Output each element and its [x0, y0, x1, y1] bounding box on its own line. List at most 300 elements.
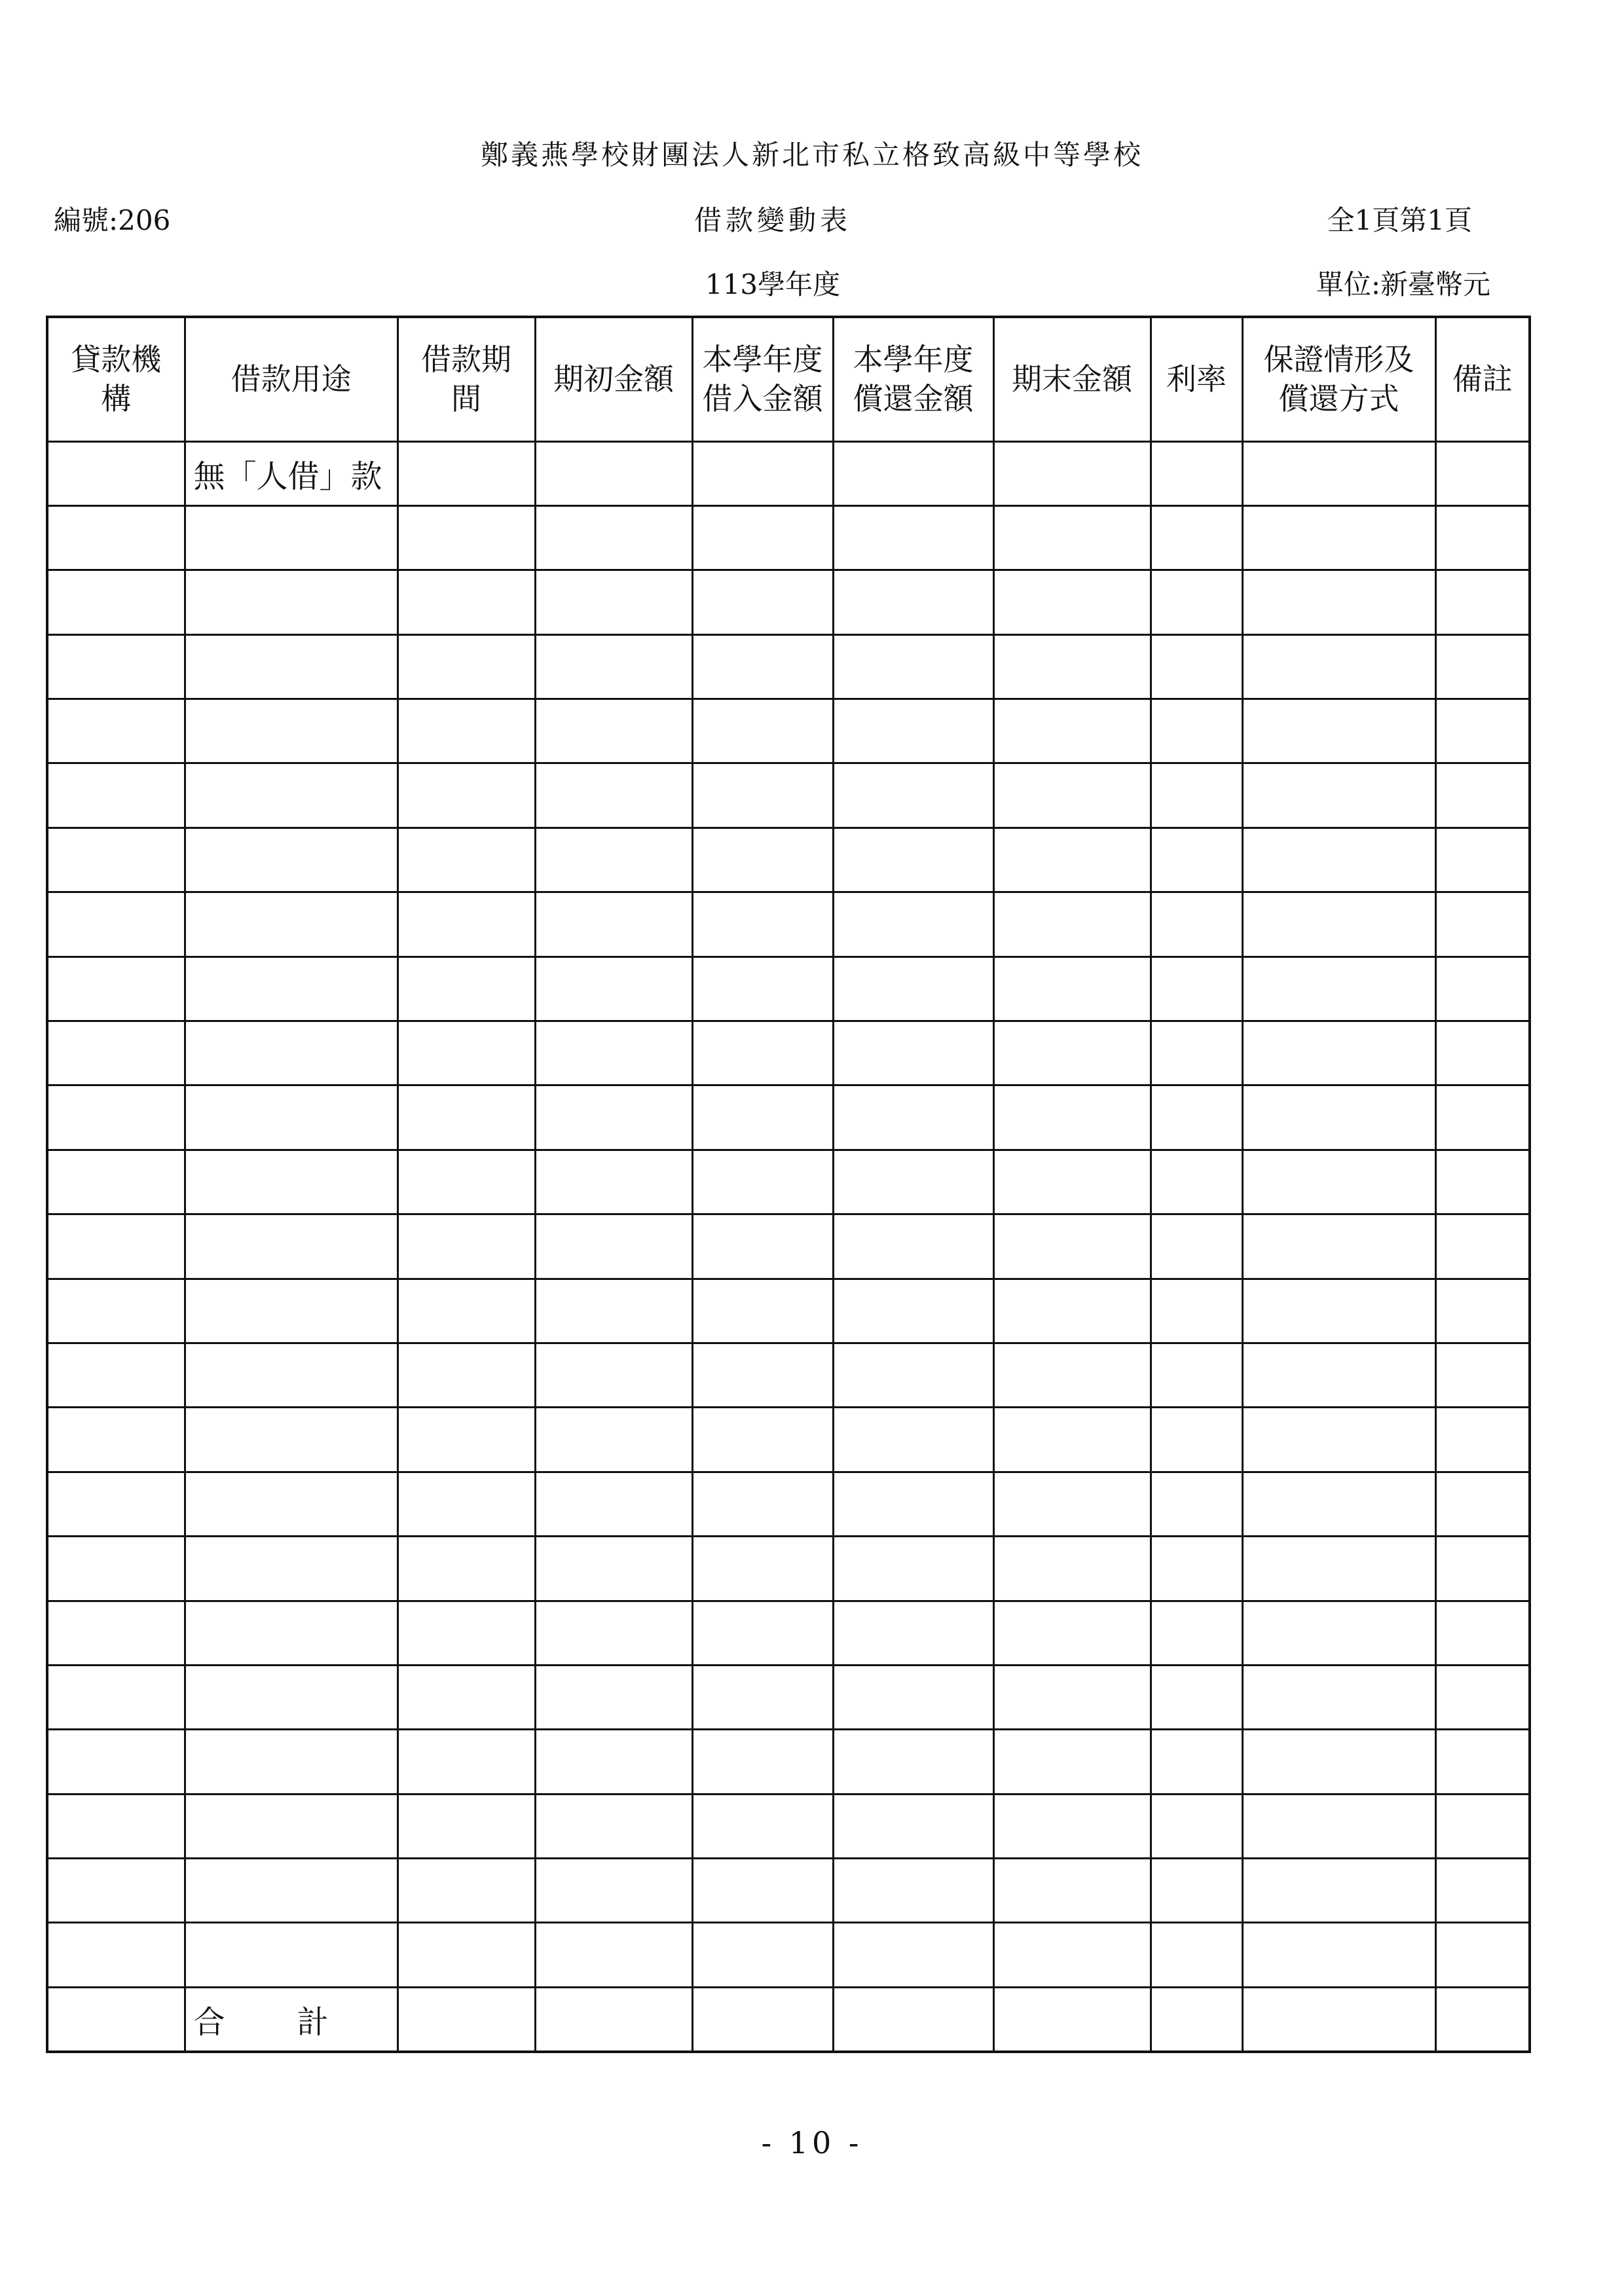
table-cell [993, 1730, 1151, 1794]
table-cell [185, 1859, 397, 1923]
table-cell [692, 1730, 833, 1794]
table-cell [47, 1987, 185, 2052]
table-row [47, 1214, 1530, 1279]
table-cell [1435, 699, 1530, 763]
column-header [1242, 317, 1435, 441]
table-cell [47, 763, 185, 828]
table-cell [397, 634, 535, 699]
table-cell [1435, 1987, 1530, 2052]
table-cell [993, 1085, 1151, 1150]
table-row [47, 1859, 1530, 1923]
table-cell [1242, 1085, 1435, 1150]
table-cell [833, 634, 993, 699]
table-row [47, 1408, 1530, 1472]
table-cell [535, 1665, 692, 1729]
table-cell [1242, 1021, 1435, 1085]
table-cell [1151, 505, 1242, 570]
form-title: 借款變動表 [693, 204, 851, 236]
table-row [47, 699, 1530, 763]
table-cell [1435, 892, 1530, 957]
table-cell [833, 1085, 993, 1150]
table-cell [397, 957, 535, 1021]
table-cell [397, 1665, 535, 1729]
table-header-row [47, 317, 1530, 441]
column-header-line: 備註 [1452, 361, 1513, 397]
table-cell [993, 1214, 1151, 1279]
column-header [993, 317, 1151, 441]
table-cell [1242, 957, 1435, 1021]
table-cell [185, 1472, 397, 1536]
table-cell [397, 1472, 535, 1536]
table-cell [397, 441, 535, 505]
table-cell [1151, 1279, 1242, 1343]
table-cell [833, 828, 993, 892]
table-cell [535, 441, 692, 505]
total-row [47, 1987, 1530, 2052]
column-header-line: 間 [451, 381, 481, 417]
column-header [185, 317, 397, 441]
table-cell [535, 828, 692, 892]
table-cell [993, 1601, 1151, 1665]
table-cell [1435, 763, 1530, 828]
table-cell [1151, 570, 1242, 634]
table-cell [535, 1794, 692, 1858]
column-header-line: 償還方式 [1278, 381, 1399, 417]
table-cell [1151, 1859, 1242, 1923]
table-cell [1242, 1794, 1435, 1858]
table-cell [1151, 1987, 1242, 2052]
table-cell [1151, 1665, 1242, 1729]
table-cell [535, 1859, 692, 1923]
table-cell [692, 1343, 833, 1407]
table-cell [692, 441, 833, 505]
table-cell [535, 1214, 692, 1279]
table-cell [535, 1472, 692, 1536]
table-cell [535, 1085, 692, 1150]
table-cell [185, 505, 397, 570]
table-cell [397, 1085, 535, 1150]
table-cell [47, 957, 185, 1021]
table-cell [833, 505, 993, 570]
table-cell [692, 699, 833, 763]
table-cell [47, 1730, 185, 1794]
table-cell [1435, 1408, 1530, 1472]
table-row [47, 957, 1530, 1021]
column-header [535, 317, 692, 441]
table-cell [1151, 957, 1242, 1021]
table-cell [692, 1408, 833, 1472]
table-cell [1242, 1730, 1435, 1794]
column-header-line: 構 [101, 381, 132, 417]
table-cell [1242, 763, 1435, 828]
table-cell [1435, 828, 1530, 892]
table-cell [535, 1730, 692, 1794]
table-cell [993, 1537, 1151, 1601]
table-cell [47, 1859, 185, 1923]
table-cell [397, 1537, 535, 1601]
table-cell [993, 1923, 1151, 1987]
table-cell [535, 892, 692, 957]
table-cell [833, 1537, 993, 1601]
table-cell [47, 1537, 185, 1601]
table-cell [535, 1279, 692, 1343]
table-cell [47, 1601, 185, 1665]
table-cell [1151, 1472, 1242, 1536]
table-cell [1242, 828, 1435, 892]
table-cell [185, 763, 397, 828]
table-cell [185, 1021, 397, 1085]
table-cell [1151, 1021, 1242, 1085]
table-cell [1151, 1214, 1242, 1279]
column-header-line: 本學年度 [702, 342, 823, 378]
column-header-line: 期末金額 [1012, 361, 1132, 397]
table-cell [1151, 1730, 1242, 1794]
table-cell [993, 892, 1151, 957]
table-cell [692, 1279, 833, 1343]
table-cell [535, 1150, 692, 1214]
table-cell [1242, 634, 1435, 699]
table-row [47, 1472, 1530, 1536]
table-cell [535, 1923, 692, 1987]
table-cell [1435, 1021, 1530, 1085]
table-cell [1435, 1214, 1530, 1279]
table-cell [993, 1472, 1151, 1536]
table-cell [1435, 1279, 1530, 1343]
table-cell [1151, 634, 1242, 699]
table-cell [47, 1150, 185, 1214]
form-number: 編號:206 [54, 204, 171, 236]
column-header-line: 貸款機 [71, 342, 162, 378]
table-cell [1242, 1601, 1435, 1665]
table-cell [535, 1601, 692, 1665]
table-cell [692, 892, 833, 957]
table-cell [833, 1279, 993, 1343]
table-cell [397, 1923, 535, 1987]
table-cell [833, 1665, 993, 1729]
table-cell [1435, 634, 1530, 699]
table-cell [833, 892, 993, 957]
table-cell [397, 505, 535, 570]
table-cell [833, 699, 993, 763]
table-cell [692, 1214, 833, 1279]
table-cell [185, 570, 397, 634]
table-cell [397, 1279, 535, 1343]
table-cell [1435, 1472, 1530, 1536]
table-cell [1435, 441, 1530, 505]
table-cell [1242, 441, 1435, 505]
table-row [47, 763, 1530, 828]
table-row [47, 1730, 1530, 1794]
table-cell [1435, 1150, 1530, 1214]
table-cell [1151, 1601, 1242, 1665]
table-cell [1435, 505, 1530, 570]
table-cell [47, 570, 185, 634]
table-cell [833, 763, 993, 828]
table-cell [47, 441, 185, 505]
table-cell [47, 505, 185, 570]
table-cell [1242, 1150, 1435, 1214]
table-cell [692, 1537, 833, 1601]
table-cell [1435, 1923, 1530, 1987]
table-cell [47, 699, 185, 763]
table-cell [47, 1085, 185, 1150]
total-label-char: 計 [297, 2003, 329, 2041]
table-cell [993, 1987, 1151, 2052]
table-row [47, 828, 1530, 892]
table-cell [185, 699, 397, 763]
table-cell [1242, 1408, 1435, 1472]
table-cell [1242, 1987, 1435, 2052]
table-row [47, 1601, 1530, 1665]
table-cell [535, 1408, 692, 1472]
table-cell [185, 1601, 397, 1665]
table-row [47, 1150, 1530, 1214]
column-header-line: 借款用途 [231, 361, 352, 397]
table-cell [535, 1021, 692, 1085]
column-header [833, 317, 993, 441]
table-cell [692, 828, 833, 892]
table-cell [692, 1085, 833, 1150]
table-cell [692, 570, 833, 634]
table-cell [1242, 1923, 1435, 1987]
table-cell [397, 892, 535, 957]
table-cell [1151, 828, 1242, 892]
table-cell [185, 1537, 397, 1601]
table-cell [692, 1150, 833, 1214]
table-cell [1242, 1537, 1435, 1601]
table-cell [535, 763, 692, 828]
column-header [397, 317, 535, 441]
table-cell [1242, 1859, 1435, 1923]
table-cell [993, 634, 1151, 699]
table-cell [692, 1987, 833, 2052]
table-cell [692, 763, 833, 828]
table-cell [833, 1730, 993, 1794]
table-cell: 無「人借」款 [185, 441, 397, 505]
table-cell [692, 1923, 833, 1987]
table-cell [397, 1408, 535, 1472]
table-cell [1435, 1665, 1530, 1729]
table-cell [47, 1794, 185, 1858]
table-cell [833, 1214, 993, 1279]
table-cell [993, 957, 1151, 1021]
table-cell [993, 1408, 1151, 1472]
table-cell [397, 1730, 535, 1794]
table-cell [535, 957, 692, 1021]
table-cell [1151, 1794, 1242, 1858]
table-cell [833, 957, 993, 1021]
column-header-line: 借款期 [421, 342, 511, 378]
table-cell [1435, 1343, 1530, 1407]
table-cell [47, 1343, 185, 1407]
table-cell [47, 1408, 185, 1472]
table-body [47, 441, 1530, 2052]
table-cell [397, 1021, 535, 1085]
table-row [47, 441, 1530, 505]
table-cell [692, 1021, 833, 1085]
table-cell [47, 828, 185, 892]
column-header-line: 利率 [1166, 361, 1227, 397]
table-cell [535, 699, 692, 763]
table-cell [185, 892, 397, 957]
table-cell [397, 699, 535, 763]
organization-name: 鄭義燕學校財團法人新北市私立格致高級中等學校 [480, 139, 1143, 171]
page-indicator: 全1頁第1頁 [1327, 204, 1472, 236]
table-cell [535, 570, 692, 634]
table-row [47, 892, 1530, 957]
table-cell [397, 828, 535, 892]
table-cell [535, 505, 692, 570]
table-cell [397, 1601, 535, 1665]
table-cell [1151, 1343, 1242, 1407]
column-header [692, 317, 833, 441]
table-cell [47, 1021, 185, 1085]
table-cell [397, 1794, 535, 1858]
table-cell [47, 1665, 185, 1729]
table-row [47, 1537, 1530, 1601]
table-cell [1151, 441, 1242, 505]
table-cell [47, 1214, 185, 1279]
table-cell [1151, 892, 1242, 957]
table-row [47, 570, 1530, 634]
table-row [47, 1794, 1530, 1858]
table-cell [833, 1021, 993, 1085]
table-cell [397, 1987, 535, 2052]
table-row [47, 1665, 1530, 1729]
table-cell [1242, 1279, 1435, 1343]
table-cell [1435, 1730, 1530, 1794]
column-header [1435, 317, 1530, 441]
table-cell [993, 1021, 1151, 1085]
table-cell [185, 1150, 397, 1214]
table-cell [692, 1472, 833, 1536]
table-cell [1151, 763, 1242, 828]
column-header-line: 本學年度 [853, 342, 974, 378]
table-row [47, 1021, 1530, 1085]
table-cell [692, 957, 833, 1021]
table-cell [993, 1859, 1151, 1923]
table-row [47, 1343, 1530, 1407]
table-cell [692, 1859, 833, 1923]
page-number: - 10 - [761, 2125, 863, 2160]
table-row [47, 505, 1530, 570]
table-cell [993, 699, 1151, 763]
table-cell [47, 1923, 185, 1987]
table-cell [185, 1085, 397, 1150]
table-cell [397, 570, 535, 634]
total-label-char: 合 [193, 2003, 225, 2041]
table-row [47, 1279, 1530, 1343]
table-cell [1242, 892, 1435, 957]
table-cell [1242, 1214, 1435, 1279]
table-cell [1242, 505, 1435, 570]
table-cell [833, 1150, 993, 1214]
column-header-line: 借入金額 [702, 381, 823, 417]
table-cell [185, 1343, 397, 1407]
table-cell [833, 570, 993, 634]
table-cell [993, 1279, 1151, 1343]
table-cell [47, 892, 185, 957]
table-cell [397, 1343, 535, 1407]
table-cell [833, 1987, 993, 2052]
table-cell [185, 1794, 397, 1858]
table-cell [833, 1472, 993, 1536]
table-cell [993, 505, 1151, 570]
table-cell [1151, 699, 1242, 763]
table-cell [535, 1343, 692, 1407]
table-cell [1151, 1537, 1242, 1601]
table-cell [833, 1343, 993, 1407]
table-cell [397, 1150, 535, 1214]
table-cell [1151, 1923, 1242, 1987]
table-cell [833, 441, 993, 505]
table-cell [185, 634, 397, 699]
table-cell [1435, 1537, 1530, 1601]
table-cell [185, 828, 397, 892]
table-cell [993, 1343, 1151, 1407]
table-cell [185, 1279, 397, 1343]
table-cell [692, 505, 833, 570]
table-cell [833, 1794, 993, 1858]
table-cell [1151, 1408, 1242, 1472]
table-cell [47, 634, 185, 699]
table-cell [1435, 957, 1530, 1021]
table-cell [185, 1665, 397, 1729]
table-cell [692, 1794, 833, 1858]
table-cell [397, 1214, 535, 1279]
table-cell [833, 1923, 993, 1987]
table-cell [1435, 1601, 1530, 1665]
table-cell [692, 1601, 833, 1665]
table-cell [692, 1665, 833, 1729]
table-cell [397, 763, 535, 828]
table-cell [535, 1537, 692, 1601]
column-header [47, 317, 185, 441]
table-row [47, 1923, 1530, 1987]
table-cell [993, 441, 1151, 505]
table-cell [993, 1665, 1151, 1729]
table-cell [833, 1859, 993, 1923]
table-cell [1242, 699, 1435, 763]
table-cell [1151, 1085, 1242, 1150]
table-cell [993, 828, 1151, 892]
table-cell [993, 570, 1151, 634]
fiscal-year: 113學年度 [705, 268, 841, 301]
table-cell [833, 1408, 993, 1472]
table-cell [185, 1730, 397, 1794]
table-cell [1242, 570, 1435, 634]
column-header-line: 償還金額 [853, 381, 974, 417]
table-cell [535, 634, 692, 699]
table-cell [535, 1987, 692, 2052]
column-header-line: 保證情形及 [1263, 342, 1414, 378]
table-cell [185, 1923, 397, 1987]
table-cell [47, 1472, 185, 1536]
table-cell [1242, 1665, 1435, 1729]
table-cell [1151, 1150, 1242, 1214]
total-label [185, 1987, 397, 2052]
table-cell [1435, 1859, 1530, 1923]
table-cell [1435, 1085, 1530, 1150]
table-cell [1242, 1472, 1435, 1536]
table-row [47, 634, 1530, 699]
table-cell [833, 1601, 993, 1665]
currency-unit: 單位:新臺幣元 [1316, 268, 1490, 301]
table-cell [397, 1859, 535, 1923]
loan-changes-table [46, 316, 1531, 2053]
table-cell [993, 763, 1151, 828]
column-header-line: 期初金額 [553, 361, 674, 397]
